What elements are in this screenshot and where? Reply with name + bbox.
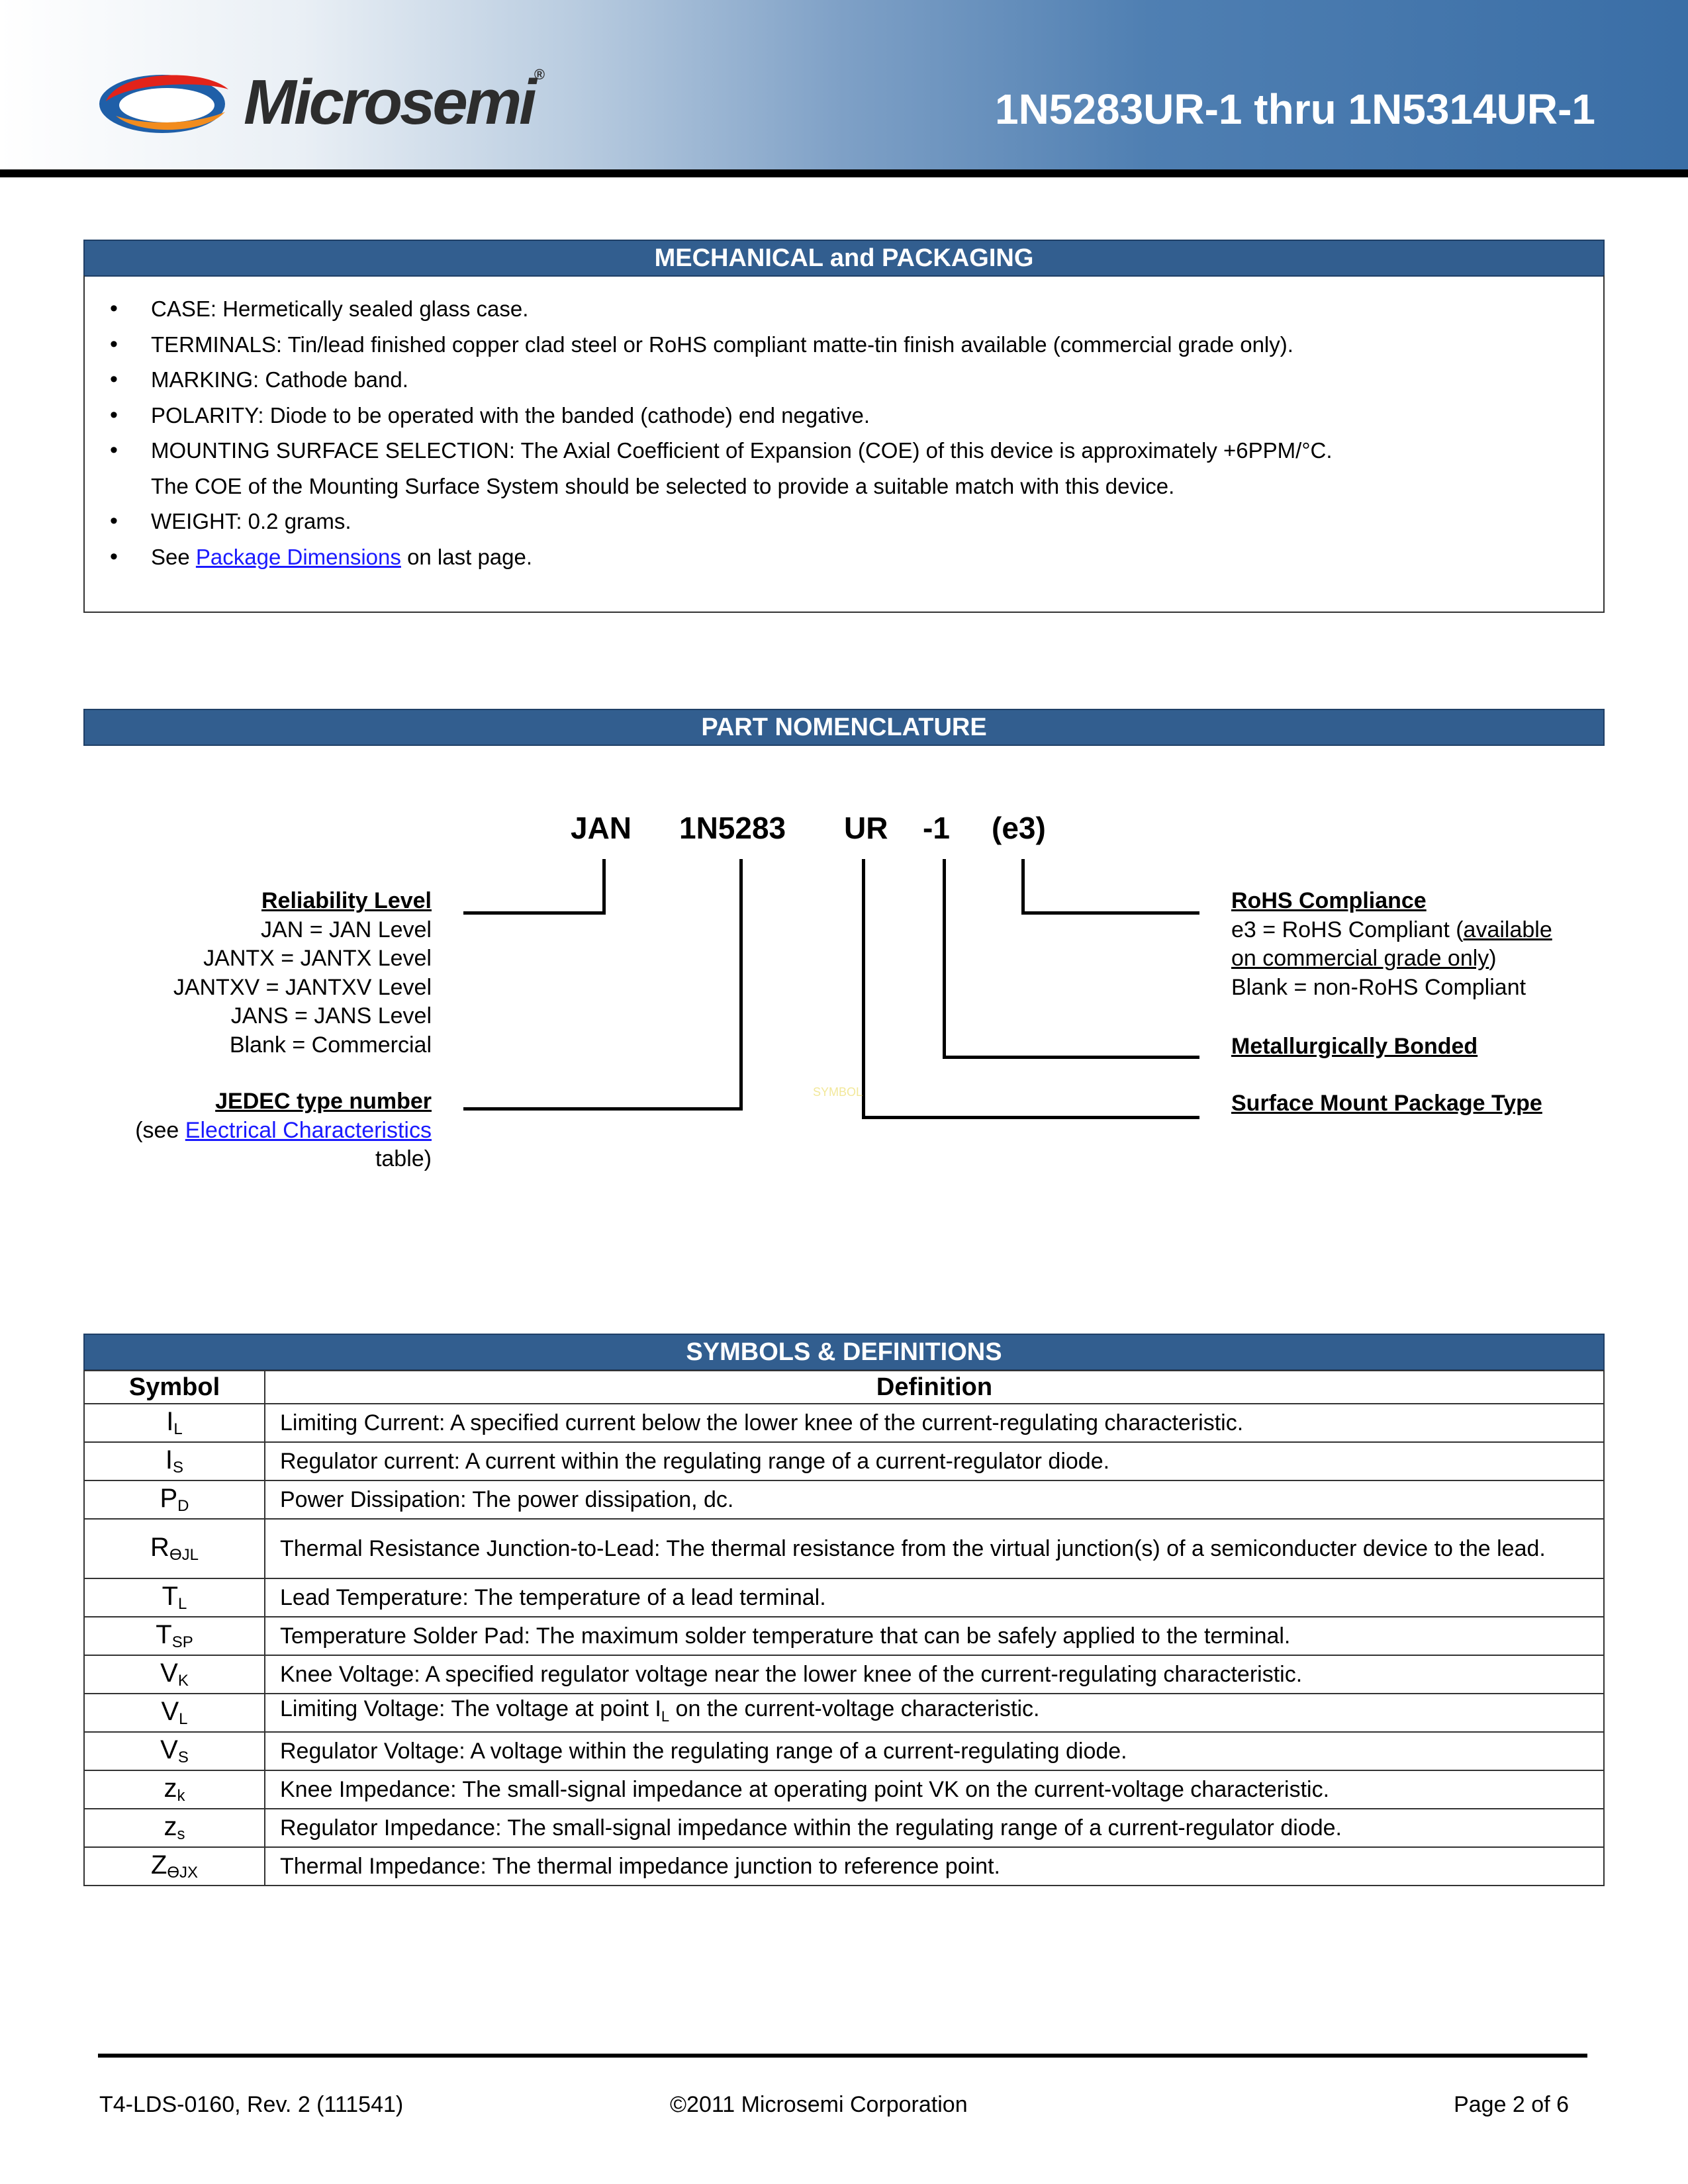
nomenclature-section-header: PART NOMENCLATURE: [83, 709, 1605, 746]
list-item: • WEIGHT: 0.2 grams.: [151, 504, 1603, 539]
mechanical-section-body: [83, 275, 1605, 613]
microsemi-swoosh-icon: [93, 63, 238, 142]
table-row: $Z_{ӨJX}$ Thermal Impedance: The thermal impedance junction to reference point.: [84, 1847, 1604, 1886]
footer-doc-number: T4-LDS-0160, Rev. 2 (111541): [99, 2092, 404, 2117]
symbols-table: [83, 1370, 1605, 1886]
jan-connector-horizontal: [463, 911, 606, 915]
footer-copyright: ©2011 Microsemi Corporation: [670, 2092, 968, 2117]
list-item: • See Package Dimensions on last page.: [151, 539, 1603, 575]
jedec-type-block: JEDEC type number (see Electrical Characteristics table): [135, 1087, 432, 1174]
jan-connector-vertical: [602, 859, 606, 915]
reliability-option: JANS = JANS Level: [230, 1003, 432, 1028]
table-row: $V_K$ Knee Voltage: A specified regulator voltage near the lower knee of the current-regulating characteristic.: [84, 1655, 1604, 1694]
reliability-option: JANTX = JANTX Level: [203, 946, 432, 971]
dash-connector-horizontal: [943, 1056, 1199, 1059]
mechanical-list: [85, 275, 1603, 574]
jedec-type-suffix: table): [375, 1146, 432, 1171]
e3-connector-horizontal: [1021, 911, 1199, 915]
reliability-option: JANTXV = JANTXV Level: [173, 974, 432, 1000]
table-row: $z_k$ Knee Impedance: The small-signal impedance at operating point VK on the current-voltage characteristic.: [84, 1770, 1604, 1809]
code-e3: (e3): [992, 811, 1046, 845]
code-ur: UR: [844, 811, 888, 845]
page-header: [0, 0, 1688, 169]
list-item-continuation: The COE of the Mounting Surface System should be selected to provide a suitable match with this device.: [151, 473, 1175, 498]
e3-connector-vertical: [1021, 859, 1025, 915]
jedec-type-heading: JEDEC type number: [215, 1089, 432, 1114]
footer-page-number: Page 2 of 6: [1454, 2092, 1569, 2117]
reliability-option: JAN = JAN Level: [261, 917, 432, 942]
electrical-characteristics-link[interactable]: Electrical Characteristics: [185, 1117, 432, 1143]
column-header-symbol: Symbol: [84, 1371, 265, 1404]
list-item: • TERMINALS: Tin/lead finished copper clad steel or RoHS compliant matte-tin finish available (commercial grade only).: [151, 327, 1603, 363]
list-item: • MOUNTING SURFACE SELECTION: The Axial Coefficient of Expansion (COE) of this device is approximately +6PPM/°C.: [151, 433, 1603, 469]
table-row: $V_S$ Regulator Voltage: A voltage within the regulating range of a current-regulating diode.: [84, 1732, 1604, 1770]
microsemi-logo: [93, 63, 542, 142]
code-part-number: 1N5283: [679, 811, 786, 845]
header-divider: [0, 169, 1688, 177]
rohs-compliance-block: RoHS Compliance e3 = RoHS Compliant (available on commercial grade only) Blank = non-RoHS Compliant: [1231, 887, 1552, 1002]
code-jan: JAN: [571, 811, 632, 845]
rohs-compliance-heading: RoHS Compliance: [1231, 888, 1427, 913]
package-dimensions-link[interactable]: Package Dimensions: [195, 544, 401, 569]
symbols-section-header: SYMBOLS & DEFINITIONS: [83, 1334, 1605, 1371]
table-row: $T_L$ Lead Temperature: The temperature of a lead terminal.: [84, 1578, 1604, 1617]
jedec-connector-horizontal: [463, 1107, 743, 1111]
document-title: 1N5283UR-1 thru 1N5314UR-1: [994, 85, 1595, 133]
metallurgically-bonded-label: Metallurgically Bonded: [1231, 1034, 1478, 1059]
footer-divider: [98, 2054, 1587, 2058]
ur-connector-vertical: [862, 859, 865, 1119]
table-row: $R_{ӨJL}$ Thermal Resistance Junction-to-Lead: The thermal resistance from the virtual junction(s) of a semiconducter device to the lead.: [84, 1519, 1604, 1578]
table-row: $I_S$ Regulator current: A current within the regulating range of a current-regulator diode.: [84, 1442, 1604, 1480]
faint-watermark-text: SYMBOL: [813, 1085, 863, 1099]
list-item: • CASE: Hermetically sealed glass case.: [151, 291, 1603, 327]
list-item: • POLARITY: Diode to be operated with the banded (cathode) end negative.: [151, 398, 1603, 433]
column-header-definition: Definition: [265, 1371, 1604, 1404]
mechanical-section-header: MECHANICAL and PACKAGING: [83, 240, 1605, 277]
jedec-connector-vertical: [739, 859, 743, 1111]
code-dash-one: -1: [923, 811, 950, 845]
logo-wordmark: Microsemi®: [244, 66, 543, 138]
surface-mount-label: Surface Mount Package Type: [1231, 1091, 1542, 1116]
table-row: $z_s$ Regulator Impedance: The small-signal impedance within the regulating range of a current-regulator diode.: [84, 1809, 1604, 1847]
table-row: $T_{SP}$ Temperature Solder Pad: The maximum solder temperature that can be safely applied to the terminal.: [84, 1617, 1604, 1655]
rohs-option: Blank = non-RoHS Compliant: [1231, 974, 1526, 1000]
table-row: $P_D$ Power Dissipation: The power dissipation, dc.: [84, 1480, 1604, 1519]
table-row: $V_L$ Limiting Voltage: The voltage at point $I_L$ on the current-voltage characteristic.: [84, 1694, 1604, 1732]
dash-connector-vertical: [943, 859, 946, 1059]
reliability-option: Blank = Commercial: [229, 1032, 432, 1058]
ur-connector-horizontal: [862, 1116, 1199, 1119]
reliability-level-block: [173, 887, 432, 1060]
list-item: • MARKING: Cathode band.: [151, 362, 1603, 398]
table-row: $I_L$ Limiting Current: A specified current below the lower knee of the current-regulating characteristic.: [84, 1404, 1604, 1442]
reliability-level-heading: Reliability Level: [261, 888, 432, 913]
